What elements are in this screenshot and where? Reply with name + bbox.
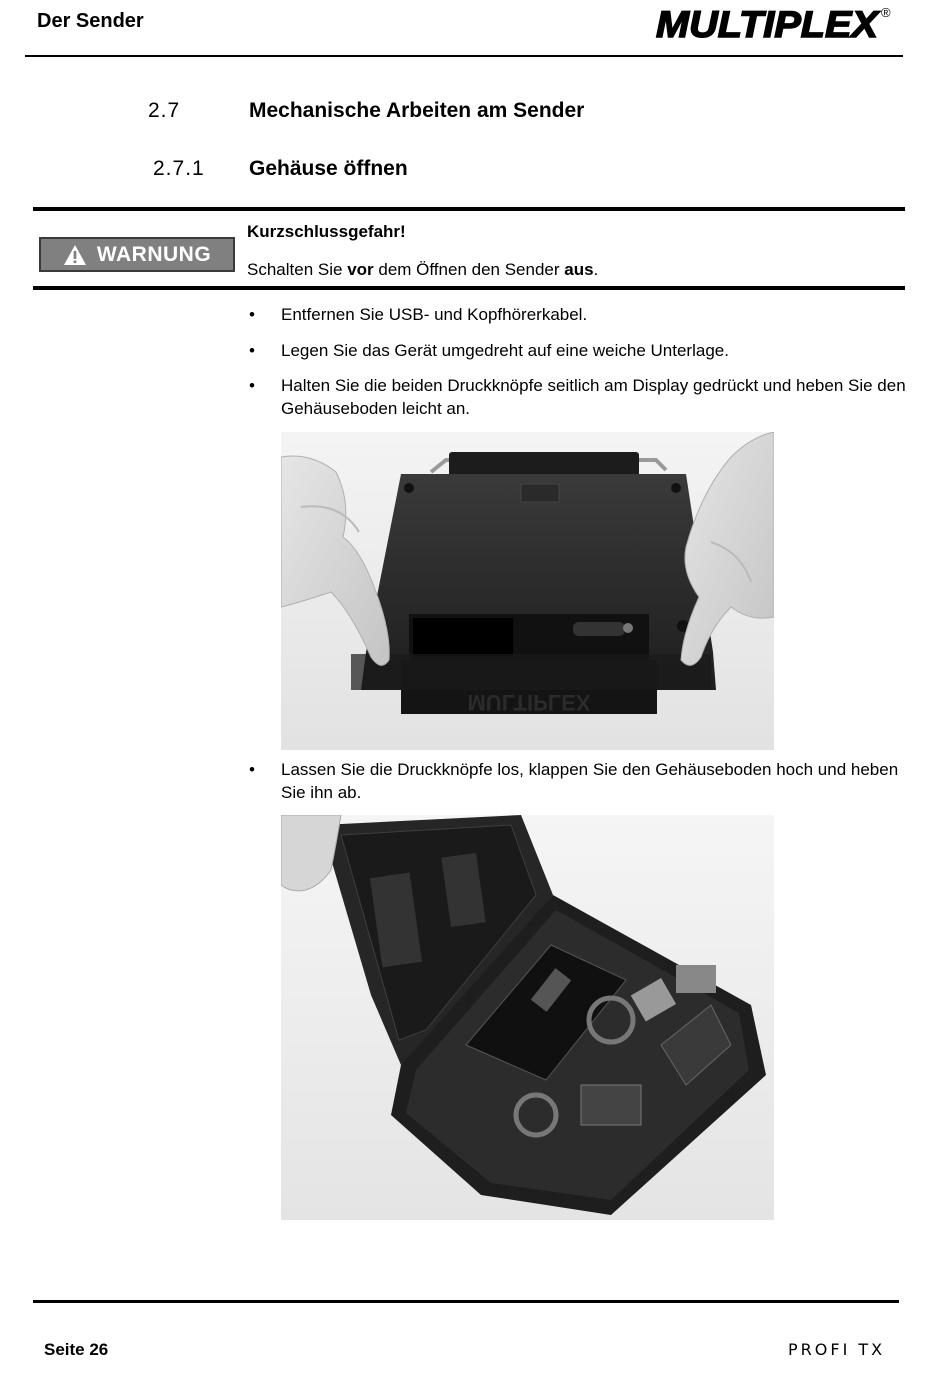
footer-product-name: PROFI TX — [788, 1340, 886, 1359]
subsection-number: 2.7.1 — [153, 157, 205, 180]
bullet-text-2: Legen Sie das Gerät umgedreht auf eine weiche Unterlage. — [281, 341, 729, 360]
warning-text-part: Schalten Sie — [247, 260, 348, 279]
footer-rule — [33, 1300, 899, 1303]
bullet-symbol: • — [249, 305, 255, 324]
warning-badge-label: WARNUNG — [96, 242, 212, 266]
warning-top-rule — [33, 207, 905, 211]
header-section-name: Der Sender — [37, 10, 144, 32]
warning-text-bold-vor: vor — [347, 260, 374, 279]
photo-case-lettering: MULTIPLEX — [467, 690, 591, 715]
header-rule — [25, 55, 903, 57]
logo-registered-mark: ® — [881, 5, 891, 20]
warning-text-bold-aus: aus — [564, 260, 594, 279]
bullet-text-3: Halten Sie die beiden Druckknöpfe seitlich am Display gedrückt und heben Sie den Gehäuseboden leicht an. — [281, 376, 906, 418]
subsection-title: Gehäuse öffnen — [249, 157, 408, 180]
bullet-symbol: • — [249, 376, 255, 395]
bullet-symbol: • — [249, 341, 255, 360]
logo-text: MULTIPLEX — [656, 4, 881, 43]
multiplex-logo — [654, 3, 894, 43]
footer-page-number: Seite 26 — [44, 1340, 109, 1359]
warning-text-part: dem Öffnen den Sender — [373, 260, 565, 279]
warning-heading: Kurzschlussgefahr! — [247, 222, 406, 241]
section-number: 2.7 — [148, 99, 181, 122]
photo-transmitter-closed — [281, 432, 774, 750]
photo-lifting-case-bottom — [281, 432, 774, 750]
photo-transmitter-open — [281, 815, 774, 1220]
bullet-symbol: • — [249, 760, 255, 779]
bullet-text-4: Lassen Sie die Druckknöpfe los, klappen Sie den Gehäuseboden hoch und heben Sie ihn ab. — [281, 760, 899, 802]
warning-text — [247, 260, 598, 280]
warning-bottom-rule — [33, 286, 905, 290]
warning-badge — [39, 237, 235, 272]
section-title: Mechanische Arbeiten am Sender — [249, 99, 585, 122]
photo-case-opened — [281, 815, 774, 1220]
bullet-text-1: Entfernen Sie USB- und Kopfhörerkabel. — [281, 305, 588, 324]
warning-text-part: . — [593, 260, 599, 279]
warning-triangle-icon — [63, 244, 87, 266]
